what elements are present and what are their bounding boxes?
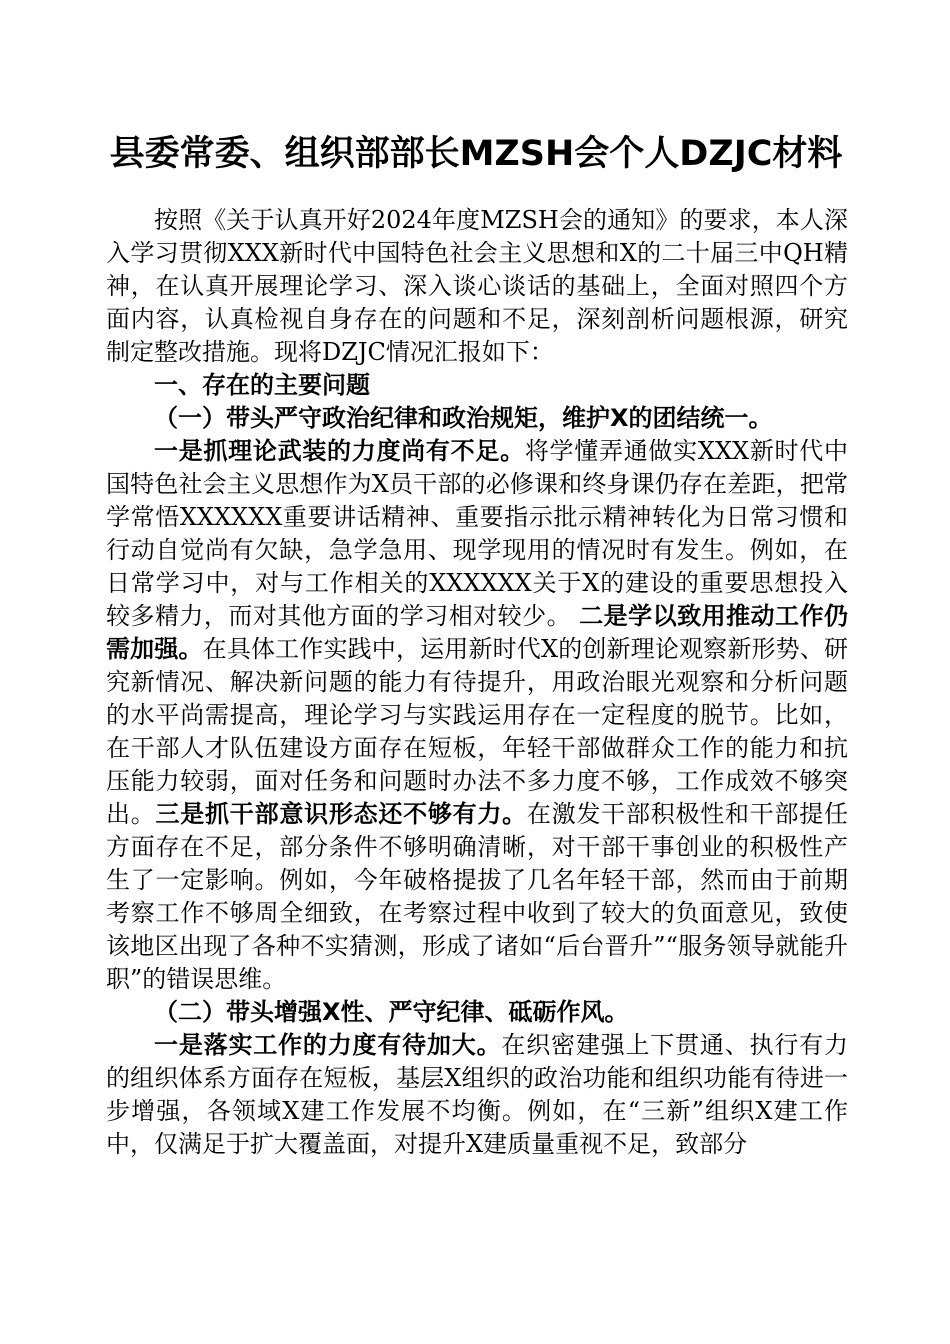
intro-paragraph: 按照《关于认真开好2024年度MZSH会的通知》的要求，本人深入学习贯彻XXX新时代中国特色社会主义思想和X的二十届三中QH精神，在认真开展理论学习、深入谈心谈话的基础上，全面对照四个方面内容，认真检视自身存在的问题和不足，深刻剖析问题根源，研究制定整改措施。现将DZJC情况汇报如下：	[106, 206, 848, 366]
paragraph-text: 在激发干部积极性和干部提任方面存在不足，部分条件不够明确清晰，对干部干事创业的积极性产生了一定影响。例如，今年破格提拔了几名年轻干部，然而由于前期考察工作不够周全细致，在考察过程中收到了较大的负面意见，致使该地区出现了各种不实猜测，形成了诸如“后台晋升”“服务领导就能升职”的错误思维。	[106, 800, 849, 993]
body-paragraph	[106, 435, 848, 996]
paragraph-lead: 二是学以致用推动工作仍需加强。	[106, 602, 848, 663]
body-paragraph	[106, 1029, 848, 1161]
paragraph-lead: 三是抓干部意识形态还不够有力。	[155, 800, 527, 828]
subsection-heading: （一）带头严守政治纪律和政治规矩，维护X的团结统一。	[154, 404, 773, 432]
section-heading: 一、存在的主要问题	[154, 371, 370, 399]
document-title: 县委常委、组织部部长MZSH会个人DZJC材料	[109, 134, 843, 174]
paragraph-text: 将学懂弄通做实XXX新时代中国特色社会主义思想作为X员干部的必修课和终身课仍存在差距，把常学常悟XXXXXX重要讲话精神、重要指示批示精神转化为日常习惯和行动自觉尚有欠缺，急学急用、现学现用的情况时有发生。例如，在日常学习中，对与工作相关的XXXXXX关于X的建设的重要思想投入较多精力，而对其他方面的学习相对较少。	[106, 437, 848, 630]
paragraph-lead: 一是落实工作的力度有待加大。	[154, 1031, 502, 1059]
paragraph-lead: 一是抓理论武装的力度尚有不足。	[154, 437, 525, 465]
subsection-heading: （二）带头增强X性、严守纪律、砥砺作风。	[154, 998, 629, 1026]
paragraph-text: 在具体工作实践中，运用新时代X的创新理论观察新形势、研究新情况、解决新问题的能力有待提升，用政治眼光观察和分析问题的水平尚需提高，理论学习与实践运用存在一定程度的脱节。比如，在干部人才队伍建设方面存在短板，年轻干部做群众工作的能力和抗压能力较弱，面对任务和问题时办法不多力度不够，工作成效不够突出。	[106, 635, 848, 828]
paragraph-text: 在织密建强上下贯通、执行有力的组织体系方面存在短板，基层X组织的政治功能和组织功能有待进一步增强，各领域X建工作发展不均衡。例如，在“三新”组织X建工作中，仅满足于扩大覆盖面，对提升X建质量重视不足，致部分	[106, 1031, 848, 1158]
document-body	[106, 204, 848, 1161]
